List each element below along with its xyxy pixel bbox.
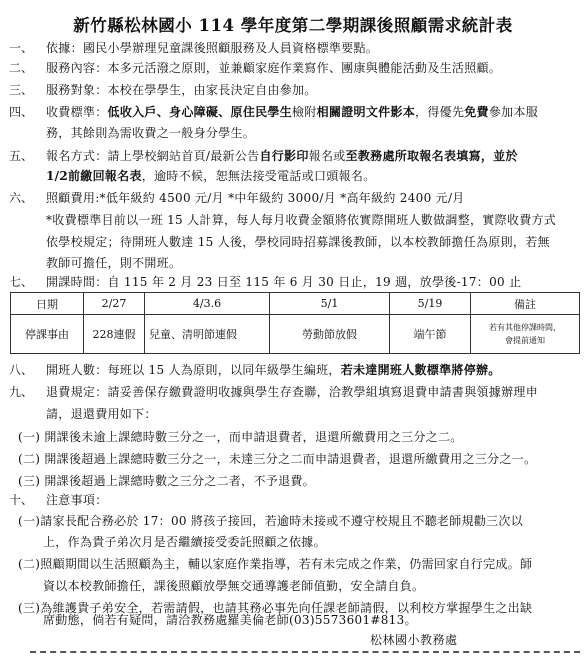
notes-item-cont: 上，作為貴子弟次月是否繼續接受委託照顧之依據。 — [43, 535, 326, 549]
table-header-row — [11, 293, 580, 315]
section-class-period: 開課時間：自 115 年 2 月 23 日至 115 年 6 月 30 日止，19 週，放學後-17：00 止 — [46, 275, 522, 289]
notes-item: (一)請家長配合務必於 17：00 將孩子接回，若逾時未接或不遵守校規且不聽老師規勸三次以 — [18, 514, 524, 528]
table-cell: 4/3.6 — [145, 293, 270, 315]
section-number: 三、 — [9, 83, 34, 97]
table-cell: 5/1 — [270, 293, 390, 315]
section-number: 九、 — [9, 385, 34, 399]
section-refund-cont: 請，退還費用如下： — [46, 407, 157, 421]
table-cell: 停課事由 — [11, 315, 84, 354]
section-number: 四、 — [9, 105, 34, 119]
cut-line-divider — [30, 651, 580, 653]
table-cell: 備註 — [471, 293, 580, 315]
table-cell: 日期 — [11, 293, 84, 315]
section-number: 五、 — [9, 149, 34, 163]
notes-item: (三)為維護貴子弟安全，若需請假，也請其務必事先向任課老師請假，以利校方掌握學生之出缺 — [18, 601, 533, 615]
section-number: 八、 — [9, 363, 34, 377]
section-registration: 報名方式：請上學校網站首頁/最新公告自行影印報名或至教務處所取報名表填寫，並於 — [46, 149, 518, 163]
section-registration-cont: 1/2前繳回報名表，逾時不候，恕無法接受電話或口頭報名。 — [46, 169, 376, 183]
section-fee-standard-cont: 務，其餘則為需收費之一般身分學生。 — [46, 126, 256, 140]
refund-item: (一) 開課後未逾上課總時數三分之一，而申請退費者，退還所繳費用之三分之二。 — [18, 430, 463, 444]
section-care-fee: 照顧費用:*低年級約 4500 元/月 *中年級約 3000/月 *高年級約 2400 元/月 — [46, 191, 465, 205]
suspension-table — [10, 292, 580, 354]
refund-item: (三) 開課後超過上課總時數之三分之二者，不予退費。 — [18, 474, 315, 488]
section-basis: 依據：國民小學辦理兒童課後照顧服務及人員資格標準要點。 — [46, 41, 379, 55]
signature: 松林國小教務處 — [370, 633, 458, 647]
section-refund: 退費規定：請妥善保存繳費證明收據與學生存查聯，洽教學組填寫退費申請書與領據辦理申 — [46, 385, 539, 399]
section-number: 一、 — [9, 41, 34, 55]
section-class-size: 開班人數：每班以 15 人為原則，以同年級學生編班，若未達開班人數標準將停辦。 — [46, 363, 501, 377]
table-cell: 5/19 — [390, 293, 471, 315]
section-number: 十、 — [9, 493, 34, 507]
section-number: 六、 — [9, 191, 34, 205]
section-service-target: 服務對象：本校在學學生，由家長決定自由參加。 — [46, 83, 317, 97]
page-title: 新竹縣松林國小 114 學年度第二學期課後照顧需求統計表 — [73, 16, 513, 35]
section-number: 七、 — [9, 275, 34, 289]
section-fee-standard: 收費標準：低收入戶、身心障礙、原住民學生檢附相關證明文件影本，得優先免費參加本服 — [46, 105, 539, 119]
table-cell: 228連假 — [84, 315, 145, 354]
notes-item-cont: 席動態，倘若有疑問，請洽教務處羅美倫老師(03)5573601#813。 — [43, 613, 417, 627]
section-notes-heading: 注意事項： — [46, 493, 108, 507]
table-row — [11, 315, 580, 354]
notes-item-cont: 資以本校教師擔任，課後照顧放學無交通導護老師值勤，安全請自負。 — [43, 579, 425, 593]
section-number: 二、 — [9, 61, 34, 75]
refund-item: (二) 開課後超過上課總時數三分之一，未達三分之二而申請退費者，退還所繳費用之三分之一。 — [18, 452, 537, 466]
table-cell: 端午節 — [390, 315, 471, 354]
table-note-cell: 若有其他停課時間， 會提前通知 — [471, 315, 580, 354]
section-service-content: 服務內容：本多元活潑之原則，並兼顧家庭作業寫作、團康與體能活動及生活照顧。 — [46, 61, 502, 75]
table-cell: 勞動節放假 — [270, 315, 390, 354]
section-care-fee-note: 依學校規定；待開班人數達 15 人後，學校同時招募課後教師，以本校教師擔任為原則，若無 — [46, 235, 550, 249]
table-cell: 2/27 — [84, 293, 145, 315]
notes-item: (二)照顧期間以生活照顧為主，輔以家庭作業指導，若有未完成之作業，仍需回家自行完成。師 — [18, 557, 533, 571]
table-cell: 兒童、清明節連假 — [145, 315, 270, 354]
section-care-fee-note: *收費標準目前以一班 15 人計算，每人每月收費金額將依實際開班人數做調整，實際收費方式 — [46, 213, 557, 227]
section-care-fee-note: 教師可擔任，則不開班。 — [46, 256, 182, 270]
